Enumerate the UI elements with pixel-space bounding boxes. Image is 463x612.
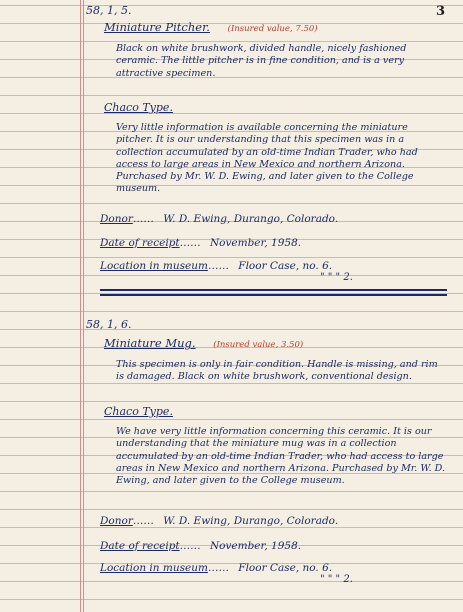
- type-description: We have very little information concerning this ceramic. It is our understanding that the miniature mug was in a collection accumulated by an old-time Indian Trader, who had access to large areas in New Mexico and northern Arizona. Purchased by Mr. W. D. Ewing, and later given to the College museum.: [116, 426, 446, 487]
- type-heading: Chaco Type.: [104, 405, 173, 418]
- type-description: Very little information is available concerning the miniature pitcher. It is our understanding that this specimen was in a collection accumulated by an old-time Indian Trader, who had access to large areas in New Mexico and northern Arizona. Purchased by Mr. W. D. Ewing, and later given to the College museum.: [116, 122, 418, 195]
- item-description: Black on white brushwork, divided handle, nicely fashioned ceramic. The little pitcher is in fine condition, and is a very attractive specimen.: [116, 43, 407, 79]
- divider-line: [100, 294, 447, 296]
- date-label: Date of receipt: [100, 237, 180, 249]
- item-name: [104, 336, 303, 350]
- catalog-number: 58, 1, 6.: [86, 318, 132, 331]
- donor-label: Donor: [100, 515, 133, 527]
- date-label: Date of receipt: [100, 540, 180, 552]
- date-field: Date of receipt…… November, 1958.: [100, 540, 302, 552]
- donor-value: W. D. Ewing, Durango, Colorado.: [163, 515, 339, 527]
- donor-field: Donor…… W. D. Ewing, Durango, Colorado.: [100, 213, 339, 225]
- item-title: Miniature Pitcher.: [104, 20, 210, 34]
- location-label: Location in museum: [100, 260, 208, 272]
- insured-value: (Insured value, 3.50): [213, 340, 304, 350]
- catalog-entry: [0, 300, 463, 612]
- date-field: Date of receipt…… November, 1958.: [100, 237, 302, 249]
- date-value: November, 1958.: [209, 237, 302, 249]
- location-label: Location in museum: [100, 562, 208, 574]
- donor-label: Donor: [100, 213, 133, 225]
- page-number: 3: [435, 4, 445, 19]
- donor-field: Donor…… W. D. Ewing, Durango, Colorado.: [100, 515, 339, 527]
- item-title: Miniature Mug.: [104, 336, 196, 350]
- item-description: This specimen is only in fair condition. Handle is missing, and rim is damaged. Black on white brushwork, conventional design.: [116, 359, 438, 383]
- catalog-number: 58, 1, 5.: [86, 4, 132, 17]
- item-name: [104, 20, 318, 34]
- location-ditto: " " " 2.: [320, 574, 353, 585]
- donor-value: W. D. Ewing, Durango, Colorado.: [163, 213, 339, 225]
- location-field: Location in museum…… Floor Case, no. 6.: [100, 562, 333, 574]
- location-value: Floor Case, no. 6.: [238, 562, 333, 574]
- catalog-entry: [0, 0, 463, 300]
- location-value: Floor Case, no. 6.: [238, 260, 333, 272]
- date-value: November, 1958.: [209, 540, 302, 552]
- divider-line: [100, 289, 447, 291]
- insured-value: (Insured value, 7.50): [227, 24, 318, 34]
- location-ditto: " " " 2.: [320, 272, 353, 283]
- location-field: Location in museum…… Floor Case, no. 6.: [100, 260, 333, 272]
- type-heading: Chaco Type.: [104, 101, 173, 114]
